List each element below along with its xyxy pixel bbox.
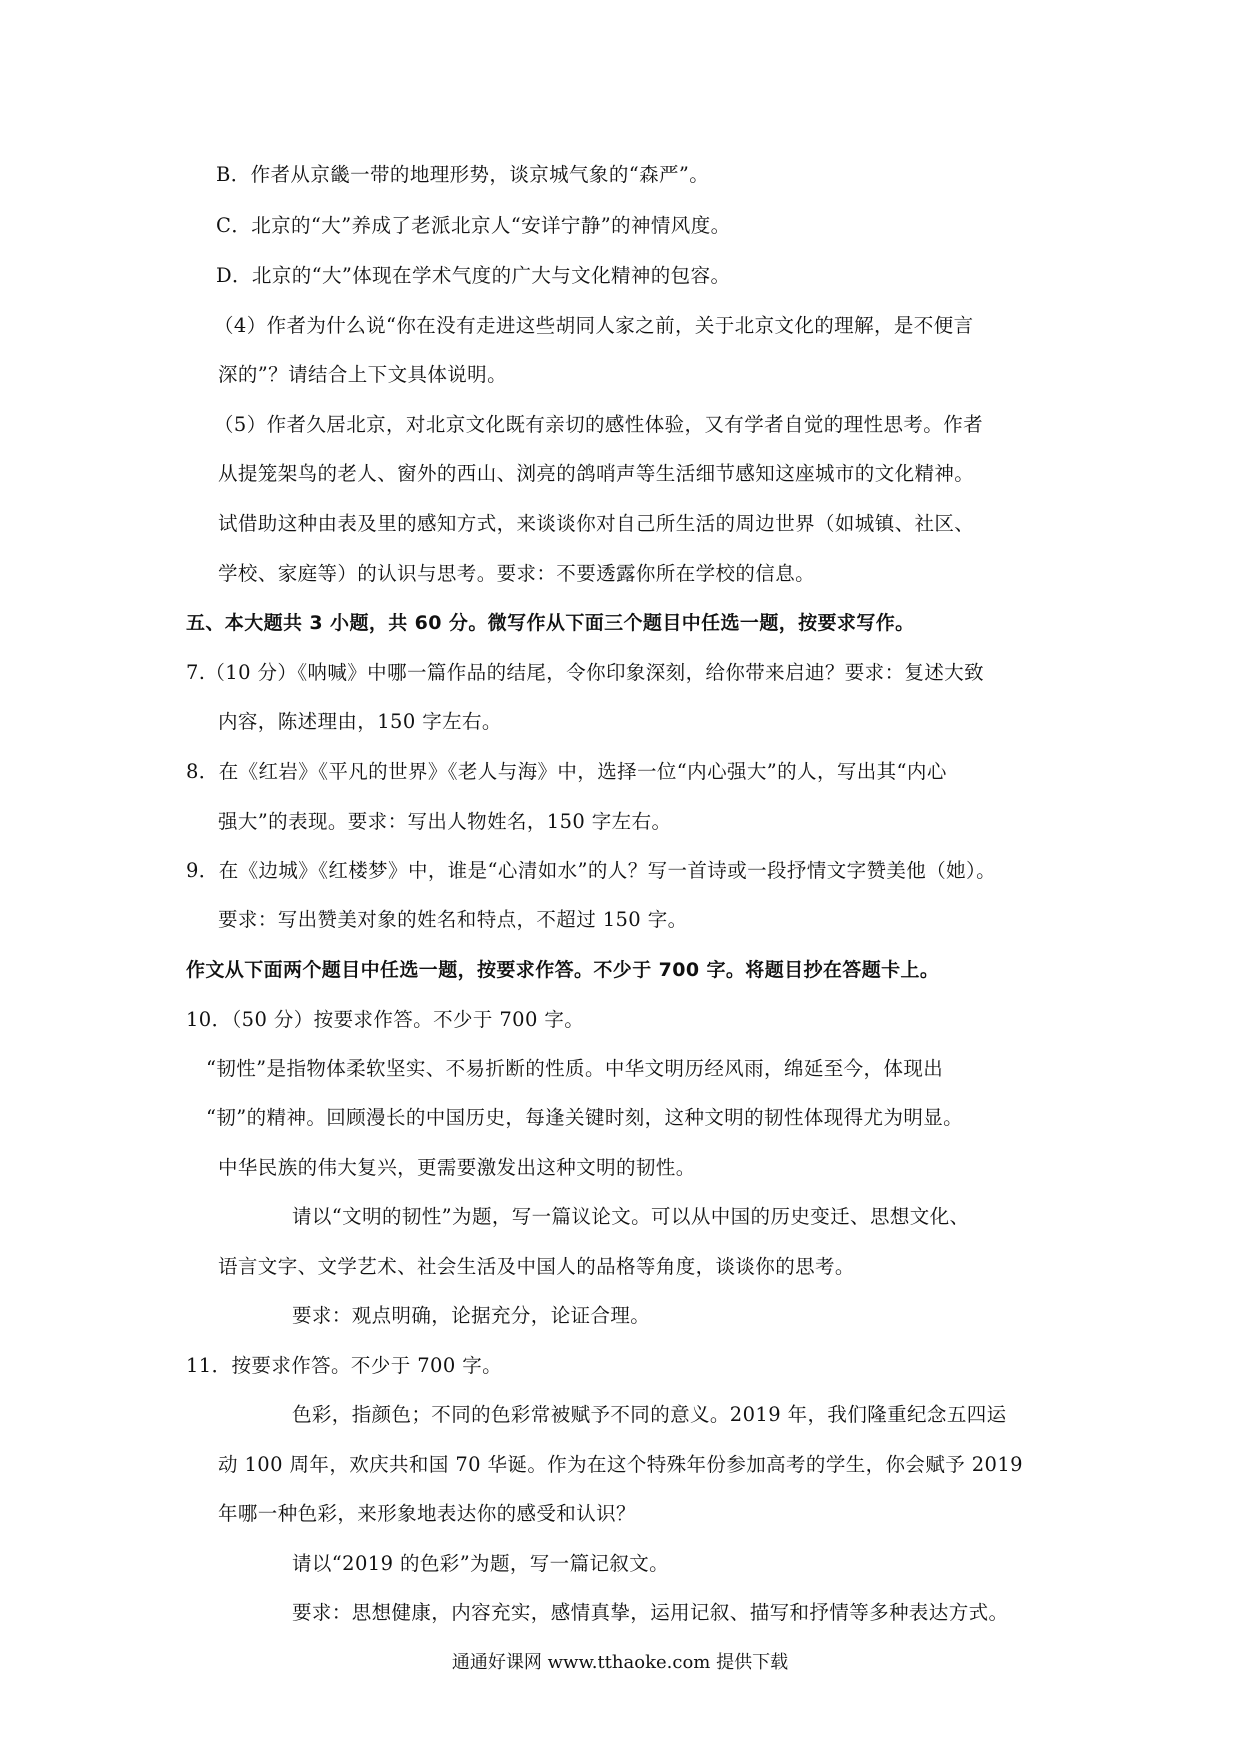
section-five-heading: 五、本大题共 3 小题，共 60 分。微写作从下面三个题目中任选一题，按要求写作。 [186, 612, 915, 634]
question-10-requirements: 要求：观点明确，论据充分，论证合理。 [292, 1304, 651, 1327]
essay-instructions-heading: 作文从下面两个题目中任选一题，按要求作答。不少于 700 字。将题目抄在答题卡上。 [186, 959, 940, 981]
question-7-line-2: 内容，陈述理由，150 字左右。 [218, 710, 502, 733]
footer-source: 通通好课网 www.tthaoke.com 提供下载 [451, 1652, 789, 1673]
question-11-prompt-line-1: 色彩，指颜色；不同的色彩常被赋予不同的意义。2019 年，我们隆重纪念五四运 [292, 1403, 1007, 1426]
question-5-line-4: 学校、家庭等）的认识与思考。要求：不要透露你所在学校的信息。 [218, 562, 816, 585]
question-11-task: 请以“2019 的色彩”为题，写一篇记叙文。 [292, 1552, 670, 1575]
question-5-line-1: （5）作者久居北京，对北京文化既有亲切的感性体验，又有学者自觉的理性思考。作者 [214, 413, 984, 436]
question-10-task-line-2: 语言文字、文学艺术、社会生活及中国人的品格等角度，谈谈你的思考。 [218, 1255, 855, 1278]
option-c: C．北京的“大”养成了老派北京人“安详宁静”的神情风度。 [216, 214, 731, 237]
question-4-line-1: （4）作者为什么说“你在没有走进这些胡同人家之前，关于北京文化的理解，是不便言 [214, 314, 974, 337]
question-8-line-1: 8．在《红岩》《平凡的世界》《老人与海》中，选择一位“内心强大”的人，写出其“内心 [186, 760, 947, 783]
question-9-line-1: 9．在《边城》《红楼梦》中，谁是“心清如水”的人？写一首诗或一段抒情文字赞美他（她）。 [186, 859, 997, 882]
question-10-heading: 10．（50 分）按要求作答。不少于 700 字。 [186, 1008, 585, 1031]
question-4-line-2: 深的”？请结合上下文具体说明。 [218, 363, 507, 386]
question-11-heading: 11．按要求作答。不少于 700 字。 [186, 1354, 503, 1377]
question-10-task-line-1: 请以“文明的韧性”为题，写一篇议论文。可以从中国的历史变迁、思想文化、 [292, 1205, 970, 1228]
question-11-prompt-line-2: 动 100 周年，欢庆共和国 70 华诞。作为在这个特殊年份参加高考的学生，你会赋予 2019 [218, 1453, 1023, 1476]
question-9-line-2: 要求：写出赞美对象的姓名和特点，不超过 150 字。 [218, 908, 688, 931]
question-8-line-2: 强大”的表现。要求：写出人物姓名，150 字左右。 [218, 810, 672, 833]
question-10-prompt-line-2: “韧”的精神。回顾漫长的中国历史，每逢关键时刻，这种文明的韧性体现得尤为明显。 [206, 1106, 964, 1129]
question-5-line-3: 试借助这种由表及里的感知方式，来谈谈你对自己所生活的周边世界（如城镇、社区、 [218, 512, 975, 535]
question-11-prompt-line-3: 年哪一种色彩，来形象地表达你的感受和认识？ [218, 1502, 636, 1525]
question-5-line-2: 从提笼架鸟的老人、窗外的西山、浏亮的鸽哨声等生活细节感知这座城市的文化精神。 [218, 462, 975, 485]
question-11-requirements: 要求：思想健康，内容充实，感情真挚，运用记叙、描写和抒情等多种表达方式。 [292, 1601, 1009, 1624]
question-10-prompt-line-1: “韧性”是指物体柔软坚实、不易折断的性质。中华文明历经风雨，绵延至今，体现出 [206, 1057, 944, 1080]
option-b: B．作者从京畿一带的地理形势，谈京城气象的“森严”。 [216, 163, 710, 186]
question-7-line-1: 7.（10 分）《呐喊》中哪一篇作品的结尾，令你印象深刻，给你带来启迪？要求：复述大致 [186, 661, 985, 684]
option-d: D．北京的“大”体现在学术气度的广大与文化精神的包容。 [216, 264, 731, 287]
question-10-prompt-line-3: 中华民族的伟大复兴，更需要激发出这种文明的韧性。 [218, 1156, 696, 1179]
